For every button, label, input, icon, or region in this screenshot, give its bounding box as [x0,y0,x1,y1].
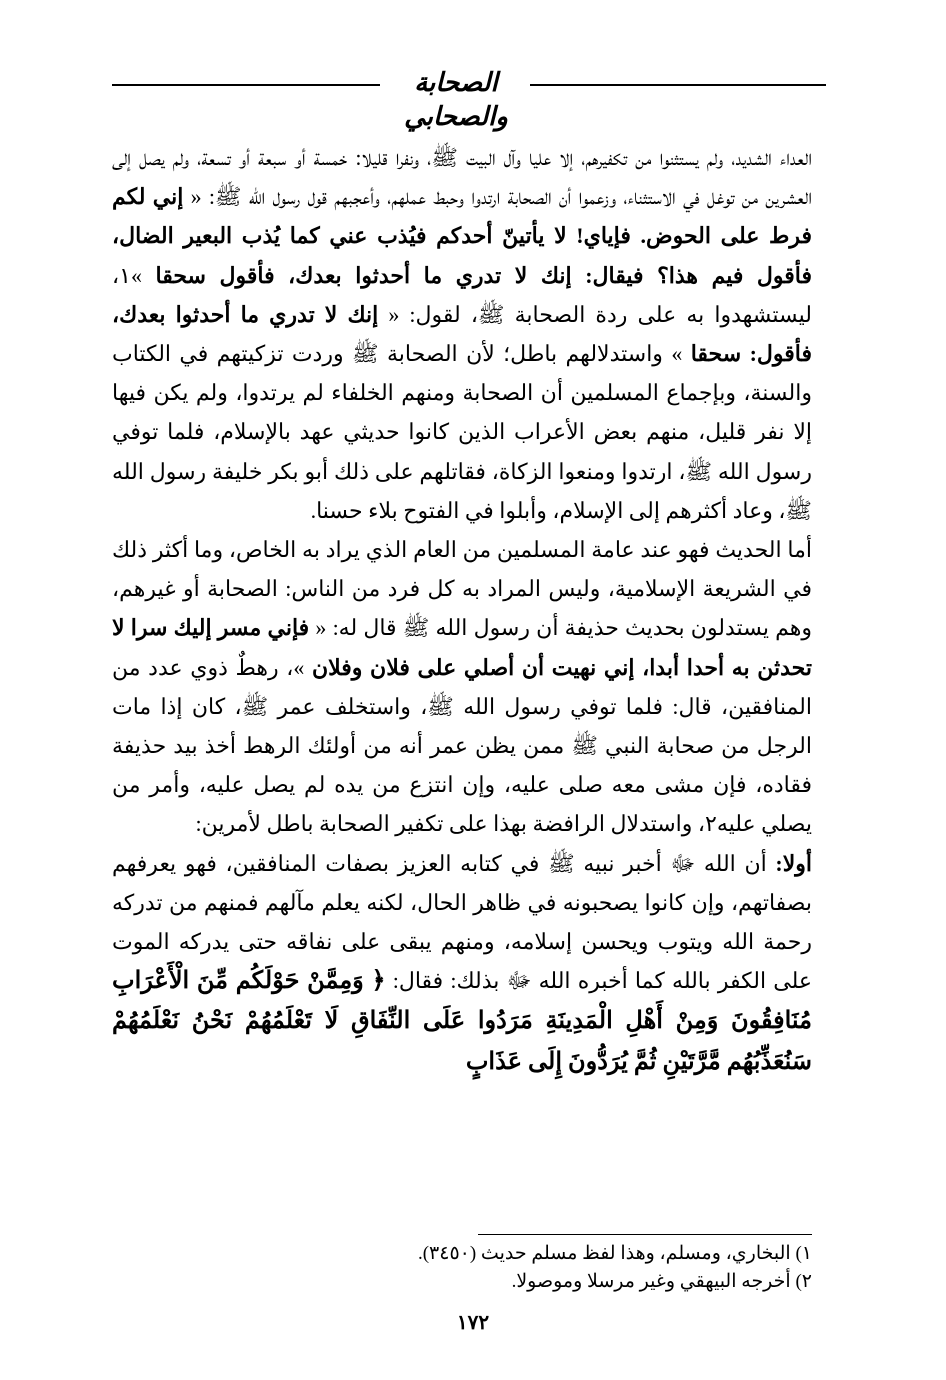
page-header [112,64,826,132]
paragraph-2 [112,530,812,844]
hadith-quote: إني لكم فرط على الحوض. فإياي! لا يأتينّ أحدكم فيُذب عني كما يُذب البعير الضال، فأقول فيم هذا؟ فيقال: إنك لا تدري ما أحدثوا بعدك، فأقول سحقا [112,184,813,288]
text-segment: العداء الشديد، ولم يستثنوا من تكفيرهم، إلا عليا وآل البيت ﷺ، ونفرا قليلا: خمسة أو سبعة أو تسعة، ولم يصل إلى العشرين من توغل في الاستثناء، وزعموا أن الصحابة ارتدوا وحبط عملهم، وأعجبهم قول رسول الله ﷺ: « [112,145,813,210]
body-text [112,138,812,1082]
hadith-quote: فإني مسر إليك سرا لا تحدثن به أحدا أبدا، إني نهيت أن أصلي على فلان وفلان [112,615,812,680]
paragraph-1 [112,138,812,530]
text-segment: أما الحديث فهو عند عامة المسلمين من العام الذي يراد به الخاص، وما أكثر ذلك في الشريعة الإسلامية، وليس المراد به كل فرد من الناس: الصحابة أو غيرهم، وهم يستدلون بحديث حذيفة أن رسول الله ﷺ قال له: « [112,537,812,641]
paragraph-3 [112,844,812,1082]
header-title: الصحابة والصحابي [404,68,508,132]
point-label: أولا: [775,850,812,876]
hadith-quote: إنك لا تدري ما أحدثوا بعدك، فأقول: سحقا [112,301,812,367]
footnote-1: ١) البخاري، ومسلم، وهذا لفظ مسلم حديث (٣٤٥٠). [417,1243,812,1264]
header-rule-right [530,84,826,86]
quran-verse: ﴿ وَمِمَّنْ حَوْلَكُم مِّنَ الْأَعْرَابِ مُنَافِقُونَ وَمِنْ أَهْلِ الْمَدِينَةِ مَرَدُوا عَلَى النِّفَاقِ لَا تَعْلَمُهُمْ نَحْنُ نَعْلَمُهُمْ سَنُعَذِّبُهُم مَّرَّتَيْنِ ثُمَّ يُرَدُّونَ إِلَى عَذَابٍ [112,968,813,1075]
footnotes [417,1240,812,1296]
page-number: ١٧٢ [456,1312,490,1334]
footnote-separator [478,1234,812,1235]
text-segment: أن الله ﷻ أخبر نبيه ﷺ في كتابه العزيز بصفات المنافقين، فهو يعرفهم بصفاتهم، وإن كانوا يصحبونه في ظاهر الحال، لكنه يعلم مآلهم فمنهم من تدركه رحمة الله ويتوب ويحسن إسلامه، ومنهم يبقى على نفاقه حتى يدركه الموت على الكفر بالله كما أخبره الله ﷻ بذلك: فقال: [112,850,813,994]
header-rule-left [112,84,380,86]
text-segment: »، رهطٌ ذوي عدد من المنافقين، قال: فلما توفي رسول الله ﷺ، واستخلف عمر ﷺ، كان إذا مات الرجل من صحابة النبي ﷺ ممن يظن عمر أنه من أولئك الرهط أخذ بيد حذيفة فقاده، فإن مشى معه صلى عليه، وإن انتزع من يده لم يصل عليه، وأمر من يصلي عليه٢، واستدلال الرافضة بهذا على تكفير الصحابة باطل لأمرين: [112,654,812,837]
footnote-2: ٢) أخرجه البيهقي وغير مرسلا وموصولا. [511,1271,812,1292]
text-segment: » واستدلالهم باطل؛ لأن الصحابة ﷺ وردت تزكيتهم في الكتاب والسنة، وبإجماع المسلمين أن الصحابة ومنهم الخلفاء لم يرتدوا، ولم يكن فيها إلا نفر قليل، منهم بعض الأعراب الذين كانوا حديثي عهد بالإسلام، فلما توفي رسول الله ﷺ، ارتدوا ومنعوا الزكاة، فقاتلهم على ذلك أبو بكر خليفة رسول الله ﷺ، وعاد أكثرهم إلى الإسلام، وأبلوا في الفتوح بلاء حسنا. [112,341,812,523]
text-segment: »١، ليستشهدوا به على ردة الصحابة ﷺ، لقول: « [112,262,812,327]
